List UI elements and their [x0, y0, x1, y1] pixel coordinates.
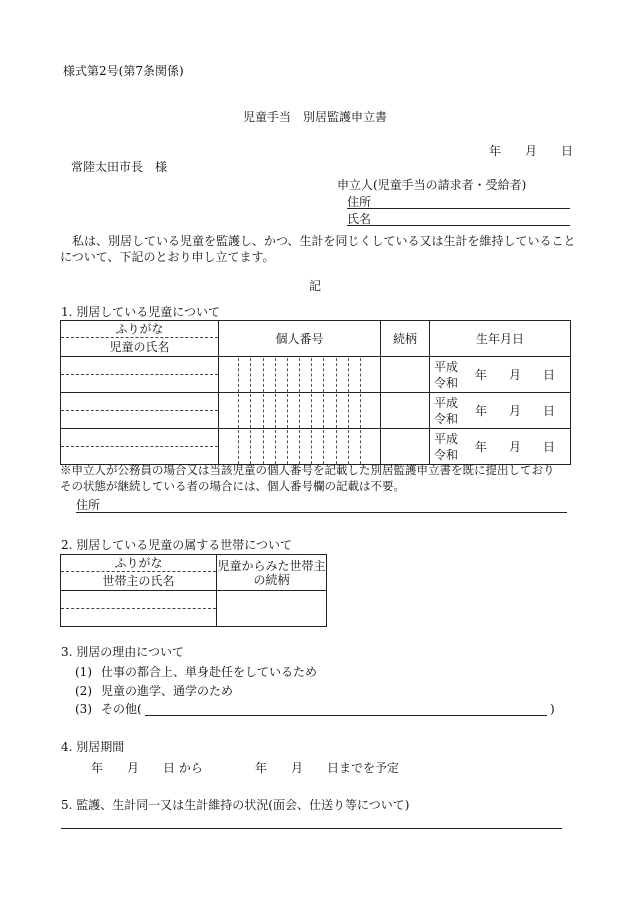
date-line: 年 月 日 [489, 144, 574, 158]
householder-relation-cell[interactable] [217, 591, 327, 627]
children-table [60, 320, 571, 465]
individual-number-cell[interactable] [219, 429, 381, 465]
applicant-label: 申立人(児童手当の請求者・受給者) [337, 178, 527, 192]
table-row [61, 393, 571, 429]
child-name-header: ふりがな 児童の氏名 [61, 321, 219, 357]
addressee: 常陸太田市長 様 [71, 160, 168, 174]
child-name-cell[interactable] [61, 357, 219, 393]
individual-number-cell[interactable] [219, 393, 381, 429]
applicant-address-field[interactable] [347, 208, 570, 209]
reason-3-close: ) [550, 702, 555, 716]
birthdate-cell[interactable]: 平成 令和 年 月 日 [430, 357, 571, 393]
householder-name-header: ふりがな 世帯主の氏名 [61, 555, 217, 591]
section5-heading: 5. 監護、生計同一又は生計維持の状況(面会、仕送り等について) [61, 798, 410, 812]
declaration-line-2: について、下記のとおり申し立てます。 [60, 250, 275, 264]
applicant-address-label: 住所 [347, 195, 372, 209]
form-number: 様式第2号(第7条関係) [63, 64, 184, 78]
relationship-cell[interactable] [381, 393, 430, 429]
reason-3-number: (3) [75, 702, 92, 716]
section2-heading: 2. 別居している児童の属する世帯について [61, 538, 293, 552]
reason-2-number: (2) [75, 684, 92, 698]
child-name-cell[interactable] [61, 393, 219, 429]
declaration-line-1: 私は、別居している児童を監護し、かつ、生計を同じくしている又は生計を維持していること [72, 234, 576, 248]
section3-heading: 3. 別居の理由について [61, 645, 185, 659]
reason-2-label[interactable]: 児童の進学、通学のため [101, 684, 234, 698]
status-field[interactable] [61, 828, 562, 829]
section1-heading: 1. 別居している児童について [61, 305, 221, 319]
birthdate-cell[interactable]: 平成 令和 年 月 日 [430, 429, 571, 465]
reason-1-number: (1) [75, 665, 92, 679]
table-row [61, 591, 327, 627]
birthdate-header: 生年月日 [430, 321, 571, 357]
individual-number-header: 個人番号 [219, 321, 381, 357]
ki-heading: 記 [308, 279, 321, 293]
applicant-name-label: 氏名 [347, 212, 372, 226]
relationship-cell[interactable] [381, 357, 430, 393]
other-reason-field[interactable] [145, 715, 547, 716]
householder-name-cell[interactable] [61, 591, 217, 627]
table-row [61, 357, 571, 393]
relationship-header: 続柄 [381, 321, 430, 357]
child-address-field[interactable] [76, 512, 567, 513]
note-line-1: ※申立人が公務員の場合又は当該児童の個人番号を記載した別居監護申立書を既に提出しており [60, 463, 555, 477]
note-line-2: その状態が継続している者の場合には、個人番号欄の記載は不要。 [60, 479, 405, 493]
table-row [61, 429, 571, 465]
householder-relation-header: 児童からみた世帯主 の続柄 [217, 555, 327, 591]
child-name-cell[interactable] [61, 429, 219, 465]
section4-heading: 4. 別居期間 [61, 740, 125, 754]
applicant-name-field[interactable] [347, 225, 570, 226]
relationship-cell[interactable] [381, 429, 430, 465]
period-to[interactable]: 年 月 日までを予定 [255, 761, 400, 775]
household-table [60, 554, 327, 627]
individual-number-cell[interactable] [219, 357, 381, 393]
reason-1-label[interactable]: 仕事の都合上、単身赴任をしているため [101, 665, 318, 679]
period-from[interactable]: 年 月 日 から [91, 761, 203, 775]
child-address-label: 住所 [76, 498, 101, 512]
reason-3-label: その他( [101, 702, 142, 716]
document-title: 児童手当 別居監護申立書 [242, 110, 387, 124]
birthdate-cell[interactable]: 平成 令和 年 月 日 [430, 393, 571, 429]
